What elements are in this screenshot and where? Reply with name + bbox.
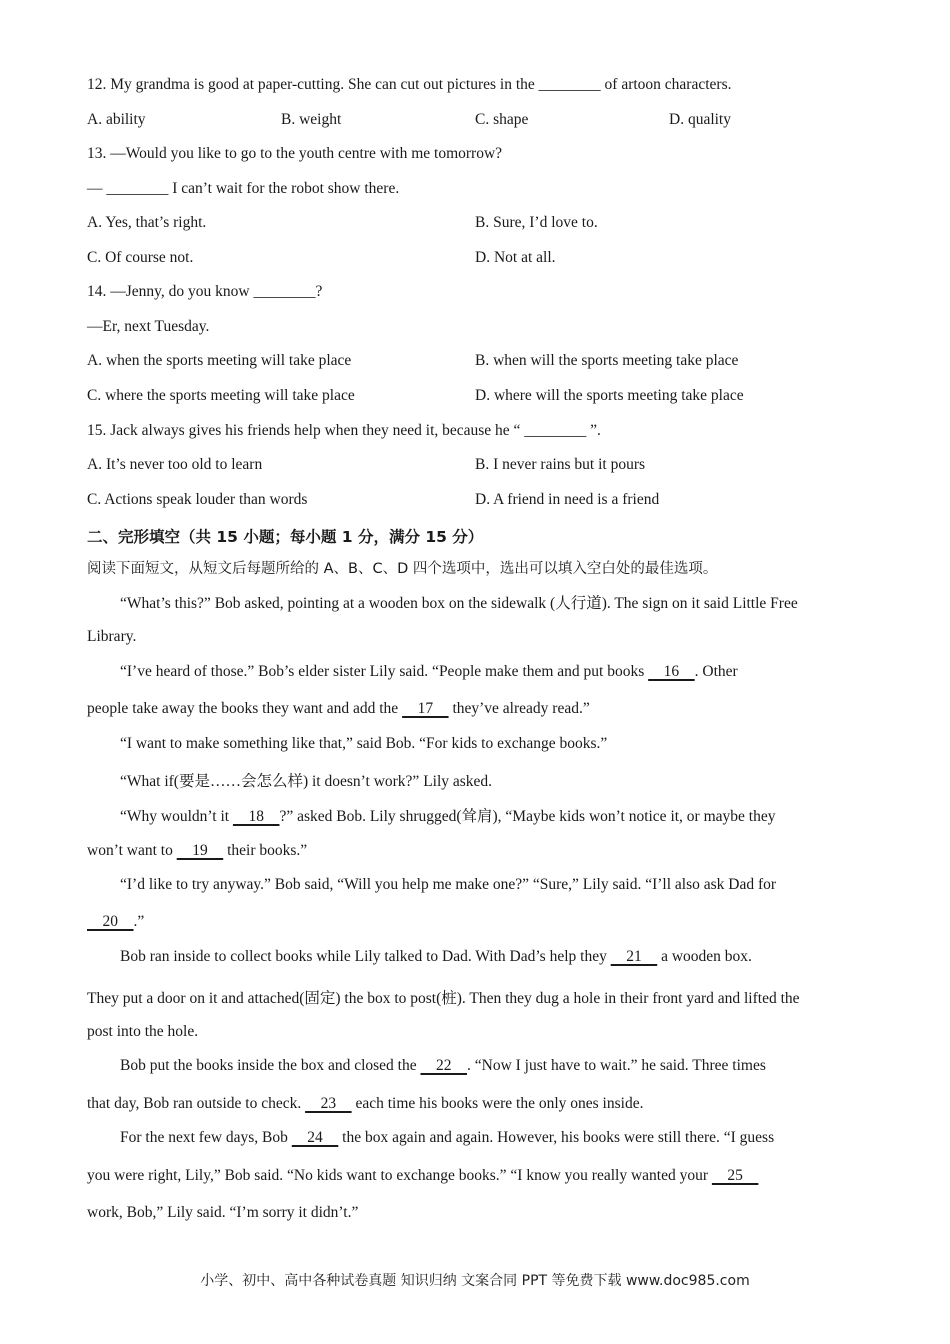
q15-option-c[interactable]: C. Actions speak louder than words (87, 491, 308, 508)
blank-17[interactable]: 17 (402, 700, 449, 717)
passage-p1-line1: “What’s this?” Bob asked, pointing at a wooden box on the sidewalk (人行道). The sign on it said Little Free (120, 595, 798, 612)
passage-p6-line1: “I’d like to try anyway.” Bob said, “Will you help me make one?” “Sure,” Lily said. “I’ll also ask Dad for (120, 876, 777, 893)
text-segment: Bob put the books inside the box and closed the (120, 1057, 421, 1074)
passage-p5-line2 (87, 842, 307, 860)
q15-option-d[interactable]: D. A friend in need is a friend (475, 491, 660, 508)
blank-18[interactable]: 18 (232, 808, 280, 825)
blank-22[interactable]: 22 (420, 1057, 467, 1074)
text-segment: “Why wouldn’t it (120, 808, 233, 825)
text-segment: the box again and again. However, his books were still there. “I guess (338, 1129, 775, 1146)
text-segment: people take away the books they want and add the (87, 700, 403, 717)
blank-23[interactable]: 23 (305, 1095, 352, 1112)
text-segment: won’t want to (87, 842, 177, 859)
q12-option-b[interactable]: B. weight (281, 111, 342, 128)
q13-option-b[interactable]: B. Sure, I’d love to. (475, 214, 598, 231)
blank-25[interactable]: 25 (711, 1167, 759, 1184)
q13-option-d[interactable]: D. Not at all. (475, 249, 556, 266)
blank-19[interactable]: 19 (176, 842, 224, 859)
passage-p2-line1 (120, 663, 738, 681)
text-segment: a wooden box. (657, 948, 752, 965)
text-segment: . Other (694, 663, 738, 680)
q15-option-a[interactable]: A. It’s never too old to learn (87, 456, 263, 473)
passage-p4: “What if(要是……会怎么样) it doesn’t work?” Lily asked. (120, 773, 493, 790)
passage-p2-line2 (87, 700, 590, 718)
q12-option-c[interactable]: C. shape (475, 111, 529, 128)
q13-option-c[interactable]: C. Of course not. (87, 249, 194, 266)
q13-stem: 13. —Would you like to go to the youth centre with me tomorrow? (87, 145, 503, 162)
text-segment: you were right, Lily,” Bob said. “No kids want to exchange books.” “I know you really wanted your (87, 1167, 712, 1184)
passage-p8-line1 (120, 1057, 766, 1075)
text-segment: .” (133, 913, 145, 930)
passage-p1-line2: Library. (87, 628, 137, 645)
q14-option-a[interactable]: A. when the sports meeting will take place (87, 352, 352, 369)
blank-21[interactable]: 21 (610, 948, 658, 965)
text-segment: . “Now I just have to wait.” he said. Three times (467, 1057, 766, 1074)
text-segment: For the next few days, Bob (120, 1129, 292, 1146)
passage-p3: “I want to make something like that,” said Bob. “For kids to exchange books.” (120, 735, 608, 752)
passage-p8-line2 (87, 1095, 643, 1113)
q13-option-a[interactable]: A. Yes, that’s right. (87, 214, 207, 231)
text-segment: that day, Bob ran outside to check. (87, 1095, 306, 1112)
text-segment: Bob ran inside to collect books while Lily talked to Dad. With Dad’s help they (120, 948, 611, 965)
passage-p5-line1 (120, 804, 775, 826)
q12-stem: 12. My grandma is good at paper-cutting. She can cut out pictures in the ________ of artoon characters. (87, 76, 732, 93)
blank-16[interactable]: 16 (648, 663, 695, 680)
passage-p6-line2 (87, 913, 144, 931)
section2-instruction: 阅读下面短文，从短文后每题所给的 A、B、C、D 四个选项中，选出可以填入空白处的最佳选项。 (87, 561, 718, 577)
q15-stem: 15. Jack always gives his friends help when they need it, because he “ ________ ”. (87, 422, 601, 439)
passage-p9-line2 (87, 1167, 758, 1185)
passage-p9-line3: work, Bob,” Lily said. “I’m sorry it didn’t.” (87, 1204, 359, 1221)
page-footer: 小学、初中、高中各种试卷真题 知识归纳 文案合同 PPT 等免费下载 www.doc985.com (200, 1273, 750, 1289)
q14-stem: 14. —Jenny, do you know ________? (87, 283, 323, 300)
blank-20[interactable]: 20 (87, 913, 134, 930)
text-segment: they’ve already read.” (448, 700, 590, 717)
passage-p7-line2: They put a door on it and attached(固定) the box to post(桩). Then they dug a hole in their front yard and lifted the (87, 990, 800, 1007)
section2-heading: 二、完形填空（共 15 小题；每小题 1 分，满分 15 分） (87, 528, 484, 546)
q14-option-c[interactable]: C. where the sports meeting will take place (87, 387, 355, 404)
blank-24[interactable]: 24 (291, 1129, 339, 1146)
text-segment: their books.” (223, 842, 308, 859)
q14-option-d[interactable]: D. where will the sports meeting take place (475, 387, 744, 404)
q12-option-d[interactable]: D. quality (669, 111, 731, 128)
text-segment: “I’ve heard of those.” Bob’s elder sister Lily said. “People make them and put books (120, 663, 649, 680)
passage-p7-line1 (120, 948, 752, 966)
q12-option-a[interactable]: A. ability (87, 111, 146, 128)
passage-p7-line3: post into the hole. (87, 1023, 199, 1040)
q14-option-b[interactable]: B. when will the sports meeting take place (475, 352, 739, 369)
passage-p9-line1 (120, 1129, 774, 1147)
q15-option-b[interactable]: B. I never rains but it pours (475, 456, 646, 473)
text-segment: ?” asked Bob. Lily shrugged(耸肩), “Maybe kids won’t notice it, or maybe they (279, 808, 776, 825)
q14-reply: —Er, next Tuesday. (87, 318, 210, 335)
q13-reply: — ________ I can’t wait for the robot show there. (87, 180, 400, 197)
text-segment: each time his books were the only ones inside. (351, 1095, 644, 1112)
